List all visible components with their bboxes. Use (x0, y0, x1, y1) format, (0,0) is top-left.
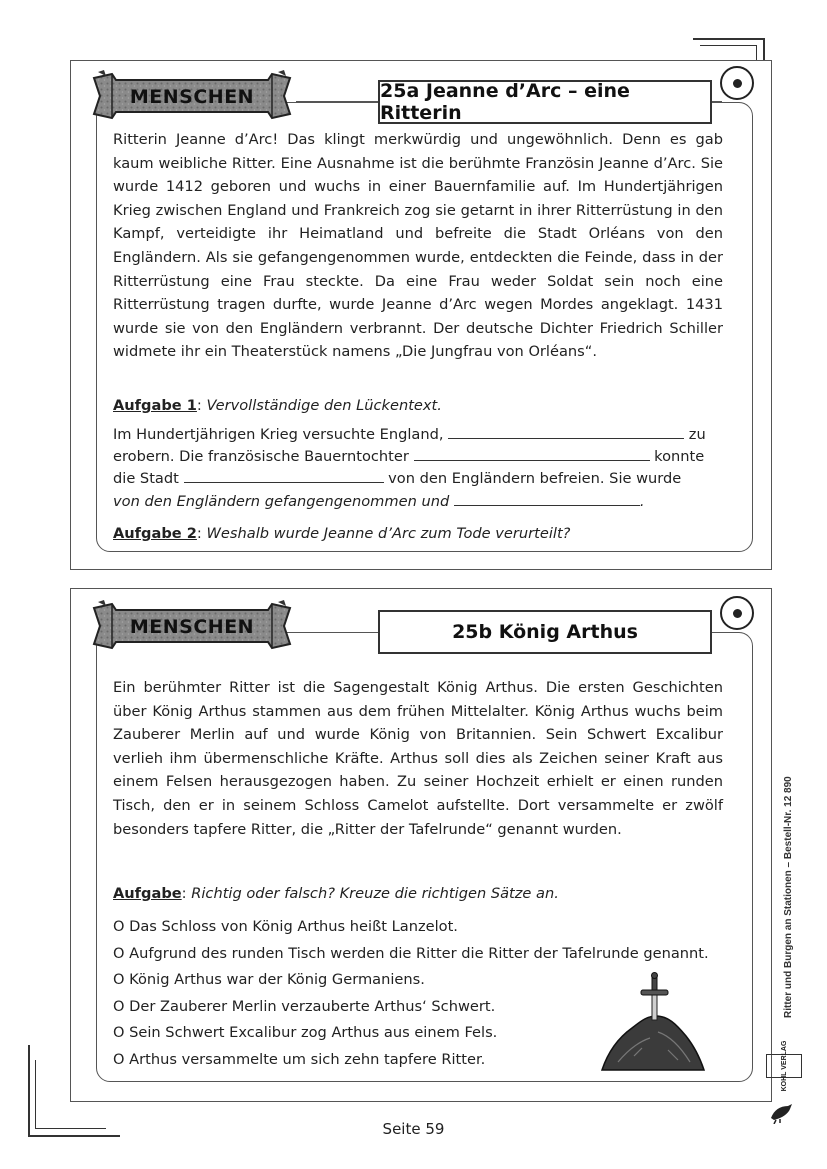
cloze-line (113, 446, 704, 468)
cloze-blank[interactable] (448, 424, 684, 439)
target-icon (720, 596, 754, 630)
title-connector-line (296, 101, 378, 102)
publisher-name: KOHL VERLAG (780, 1040, 788, 1092)
sword-in-stone-icon (598, 972, 708, 1072)
cloze-text: konnte (654, 448, 705, 465)
sidebar-series-text: Ritter und Burgen an Stationen – Bestell-Nr. 12 890 (783, 776, 794, 1018)
task-arthus: Aufgabe: Richtig oder falsch? Kreuze die richtigen Sätze an. (113, 885, 559, 902)
cloze-text: von den Engländern befreien. Sie wurde (388, 470, 682, 487)
cloze-line (113, 424, 706, 446)
cloze-text: zu (688, 426, 706, 443)
cloze-blank[interactable] (454, 491, 640, 506)
cloze-blank[interactable] (414, 446, 650, 461)
card-title: 25b König Arthus (378, 610, 712, 654)
option-item[interactable]: O Das Schloss von König Arthus heißt Lanzelot. (113, 918, 458, 935)
task-label: Aufgabe (113, 885, 182, 902)
cloze-text: von den Engländern gefangengenommen und (113, 493, 450, 510)
cloze-text: die Stadt (113, 470, 179, 487)
task-instruction: Richtig oder falsch? Kreuze die richtigen Sätze an. (191, 885, 559, 902)
task-label: Aufgabe 2 (113, 525, 197, 542)
title-connector-line (296, 632, 378, 633)
paragraph-arthus (113, 676, 723, 841)
body-text: Ein berühmter Ritter ist die Sagengestalt König Arthus. Die ersten Geschichten über König Arthus stammen aus dem frühen Mittelalter. König Arthus wuchs beim Zauberer Merlin auf und wurde König von Britannien. Sein Schwert Excalibur verlieh ihm übermenschliche Kräfte. Arthus soll dies als Zeichen seiner Kraft aus einem Felsen herausgezogen haben. Zu seiner Hochzeit erhielt er einen runden Tisch, den er in seinem Schloss Camelot aufstellte. Dort versammelte er zwölf besonders tapfere Ritter, die „Ritter der Tafelrunde“ genannt wurden. (113, 679, 723, 838)
publisher-logo (766, 1040, 802, 1092)
banner-label: MENSCHEN (129, 86, 255, 108)
task-instruction: Vervollständige den Lückentext. (206, 397, 442, 414)
page-number: Seite 59 (382, 1120, 445, 1138)
target-icon (720, 66, 754, 100)
option-item[interactable]: O Der Zauberer Merlin verzauberte Arthus‘ Schwert. (113, 998, 496, 1015)
task-label: Aufgabe 1 (113, 397, 197, 414)
menschen-banner (88, 70, 296, 122)
menschen-banner (88, 600, 296, 652)
option-item[interactable]: O Aufgrund des runden Tisch werden die Ritter die Ritter der Tafelrunde genannt. (113, 945, 709, 962)
task-2: Aufgabe 2: Weshalb wurde Jeanne d’Arc zum Tode verurteilt? (113, 525, 571, 542)
task-1: Aufgabe 1: Vervollständige den Lückentext. (113, 397, 442, 414)
cloze-text: . (639, 493, 645, 510)
cloze-text: erobern. Die französische Bauerntochter (113, 448, 409, 465)
cloze-text: Im Hundertjährigen Krieg versuchte England, (113, 426, 444, 443)
body-text: Ritterin Jeanne d’Arc! Das klingt merkwürdig und ungewöhnlich. Denn es gab kaum weibliche Ritter. Eine Ausnahme ist die berühmte Französin Jeanne d’Arc. Sie wurde 1412 geboren und wuchs in einer Bauernfamilie auf. Im Hundertjährigen Krieg zwischen England und Frankreich zog sie getarnt in ihrer Ritterrüstung in den Kampf, verteidigte ihr Heimatland und befreite die Stadt Orléans von den Engländern. Als sie gefangengenommen wurde, entdeckten die Feinde, dass in der Ritterrüstung eine Frau steckte. Da eine Frau weder Soldat sein noch eine Ritterrüstung tragen durfte, wurde Jeanne d’Arc wegen Mordes angeklagt. 1431 wurde sie von den Engländern verbrannt. Der deutsche Dichter Friedrich Schiller widmete ihr ein Theaterstück namens „Die Jungfrau von Orléans“. (113, 131, 723, 361)
option-item[interactable]: O König Arthus war der König Germaniens. (113, 971, 425, 988)
banner-label: MENSCHEN (129, 616, 255, 638)
option-item[interactable]: O Sein Schwert Excalibur zog Arthus aus einem Fels. (113, 1024, 498, 1041)
cloze-blank[interactable] (184, 468, 384, 483)
card-title: 25a Jeanne d’Arc – eine Ritterin (378, 80, 712, 124)
cloze-line (113, 491, 645, 513)
option-item[interactable]: O Arthus versammelte um sich zehn tapfere Ritter. (113, 1051, 486, 1068)
cloze-line (113, 468, 681, 490)
paragraph-jeanne (113, 128, 723, 364)
task-question: Weshalb wurde Jeanne d’Arc zum Tode verurteilt? (206, 525, 571, 542)
